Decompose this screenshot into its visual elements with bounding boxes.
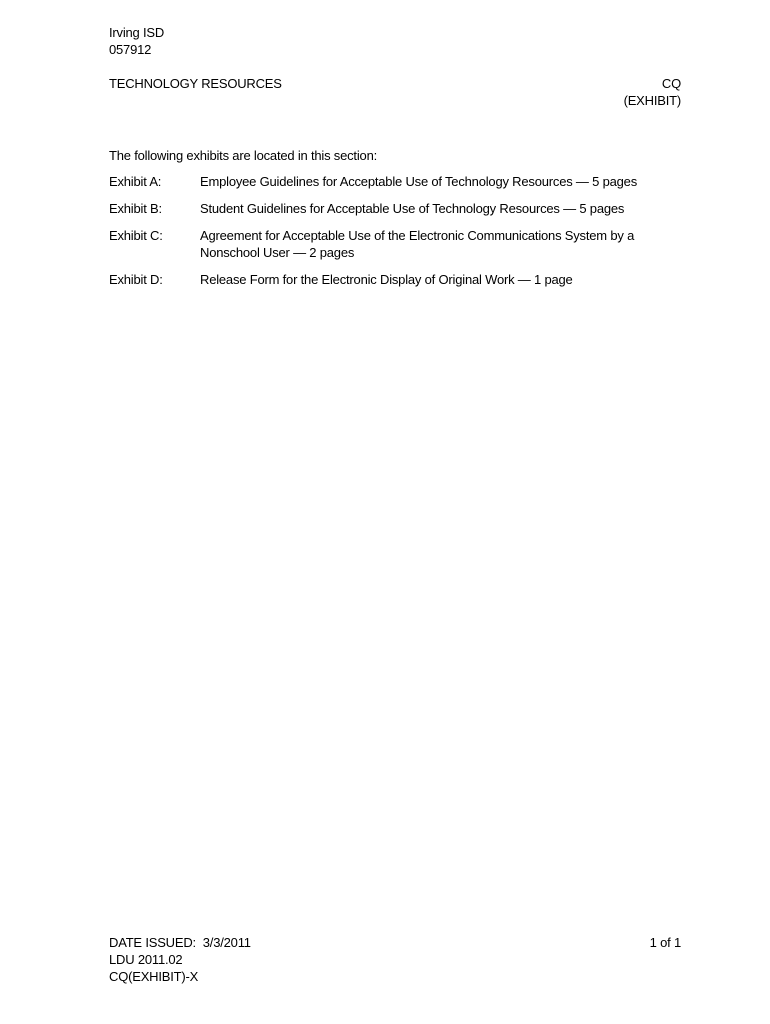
policy-code-block [624,75,681,109]
district-id: 057912 [109,42,152,57]
exhibit-label: Exhibit A: [109,174,162,189]
exhibit-row [109,271,681,288]
page-footer [109,934,681,985]
exhibit-row [109,227,681,261]
policy-code: CQ [661,76,681,91]
exhibit-description: Release Form for the Electronic Display of Original Work — 1 page [200,272,573,287]
page-number: 1 of 1 [649,935,681,950]
exhibit-list [109,173,681,288]
document-code: CQ(EXHIBIT)-X [109,969,199,984]
exhibit-row [109,173,681,190]
footer-top-row [109,934,681,951]
exhibit-description: Employee Guidelines for Acceptable Use of Technology Resources — 5 pages [200,174,638,189]
exhibit-description: Student Guidelines for Acceptable Use of Technology Resources — 5 pages [200,201,625,216]
ldu-number: LDU 2011.02 [109,952,183,967]
exhibit-label: Exhibit B: [109,201,162,216]
section-title: TECHNOLOGY RESOURCES [109,76,282,91]
document-page [109,24,681,298]
title-row [109,75,681,109]
district-name: Irving ISD [109,25,165,40]
exhibit-label: Exhibit D: [109,272,163,287]
intro-text: The following exhibits are located in this section: [109,148,378,163]
policy-code-type: (EXHIBIT) [623,93,681,108]
exhibit-description: Agreement for Acceptable Use of the Electronic Communications System by a Nonschool User — 2 pages [200,228,635,260]
exhibit-label: Exhibit C: [109,228,163,243]
exhibit-row [109,200,681,217]
date-issued: DATE ISSUED: 3/3/2011 [109,935,251,950]
